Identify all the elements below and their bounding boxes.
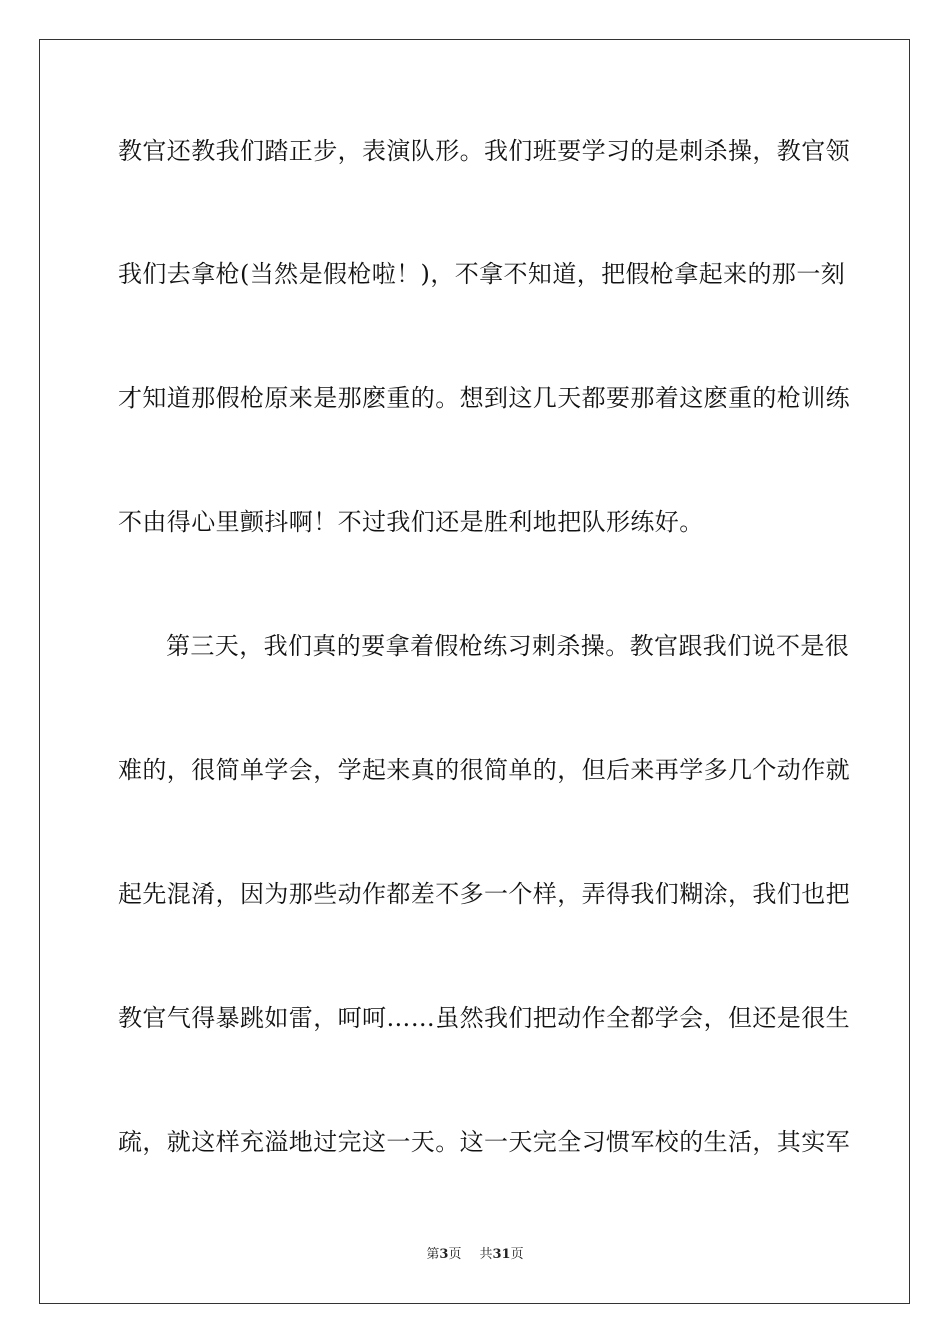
body-line-8: 教官气得暴跳如雷，呵呵……虽然我们把动作全都学会，但还是很生 — [118, 1004, 850, 1032]
page-suffix: 页 — [448, 1247, 462, 1262]
body-line-3: 才知道那假枪原来是那麽重的。想到这几天都要那着这麽重的枪训练 — [118, 384, 850, 412]
total-pages: 31 — [492, 1247, 511, 1262]
page-prefix: 第 — [426, 1247, 440, 1262]
body-line-4: 不由得心里颤抖啊！不过我们还是胜利地把队形练好。 — [118, 508, 704, 536]
body-line-9: 疏，就这样充溢地过完这一天。这一天完全习惯军校的生活，其实军 — [118, 1128, 850, 1156]
body-line-1: 教官还教我们踏正步，表演队形。我们班要学习的是刺杀操，教官领 — [118, 137, 850, 165]
body-line-6: 难的，很简单学会，学起来真的很简单的，但后来再学多几个动作就 — [118, 756, 850, 784]
page-number: 3 — [439, 1247, 449, 1262]
paragraph-start-line: 第三天，我们真的要拿着假枪练习刺杀操。教官跟我们说不是很 — [166, 632, 850, 660]
total-suffix: 页 — [510, 1247, 524, 1262]
body-line-2: 我们去拿枪(当然是假枪啦！)，不拿不知道，把假枪拿起来的那一刻 — [118, 260, 846, 288]
page-border — [39, 39, 910, 1304]
total-prefix: 共 — [479, 1247, 493, 1262]
body-line-7: 起先混淆，因为那些动作都差不多一个样，弄得我们糊涂，我们也把 — [118, 880, 850, 908]
page-footer — [0, 1246, 950, 1264]
